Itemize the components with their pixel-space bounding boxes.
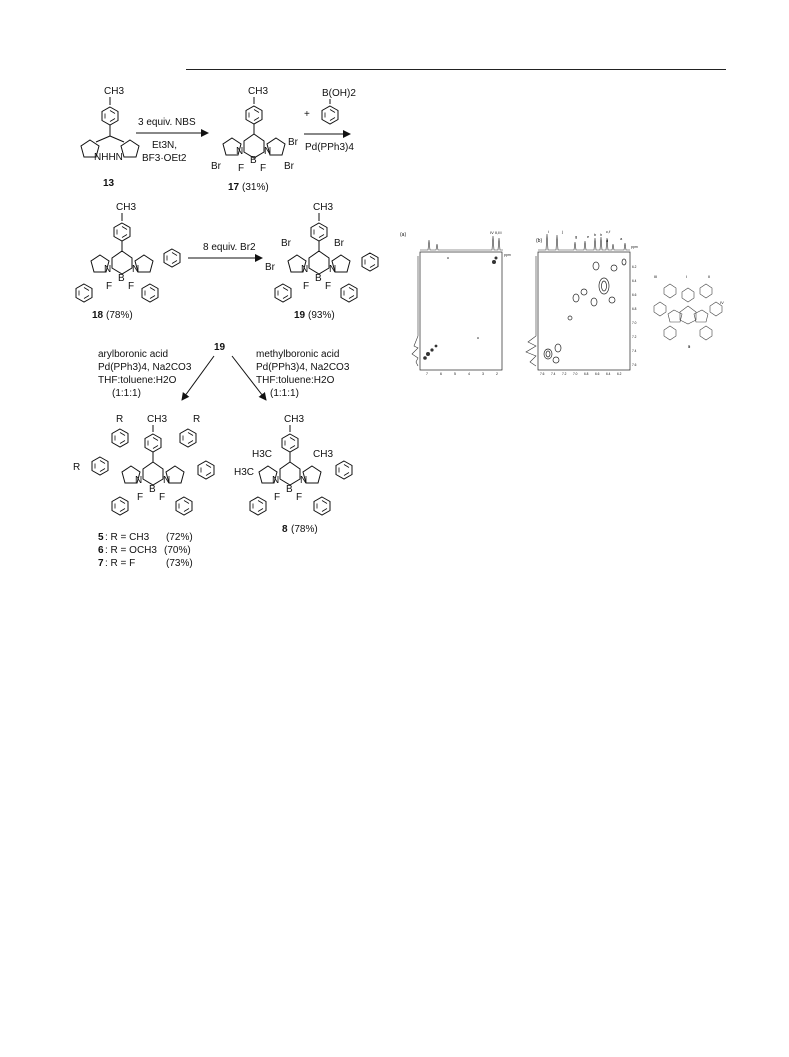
atom-label: N	[329, 264, 337, 275]
compound-8-structure	[234, 414, 352, 515]
panel-b-x-tick: 6.6	[595, 372, 600, 376]
panel-b-x-tick: 7.6	[540, 372, 545, 376]
peak-letter: d	[606, 238, 609, 243]
atom-label: R	[73, 462, 81, 473]
atom-label: F	[325, 281, 332, 292]
peak-letter: c,f	[606, 229, 611, 234]
product-7-yield: (73%)	[166, 558, 193, 569]
peak-letter: g	[575, 234, 578, 239]
atom-label: B	[250, 155, 257, 166]
atom-label: N	[132, 264, 140, 275]
panel-a-peak-labels: IV II,III	[490, 230, 502, 235]
panel-a-tick: 7	[426, 372, 428, 376]
atom-label: N	[104, 264, 112, 275]
atom-label: N	[135, 475, 143, 486]
panel-b-y-tick: 6.4	[632, 279, 637, 283]
product-6-yield: (70%)	[164, 545, 191, 556]
product-7-num: 7	[98, 558, 104, 569]
left-branch-line: arylboronic acid	[98, 349, 169, 360]
atom-label: CH3	[313, 202, 334, 213]
atom-label: Br	[211, 161, 221, 172]
atom-label: F	[296, 492, 303, 503]
nmr-panel-a	[400, 230, 511, 376]
atom-label: N	[264, 146, 272, 157]
atom-label: Br	[265, 262, 275, 273]
compound-19-branch-label: 19	[214, 342, 226, 353]
compound-8-label: 8	[282, 524, 288, 535]
compound-19-label: 19	[294, 310, 306, 321]
inset-label: I	[686, 274, 688, 279]
atom-label: Br	[284, 161, 294, 172]
product-7-text: : R = F	[105, 558, 136, 569]
compound-17-label: 17	[228, 182, 240, 193]
compound-19-structure	[265, 202, 378, 302]
atom-label: CH3	[313, 449, 334, 460]
right-branch-line: Pd(PPh3)4, Na2CO3	[256, 362, 350, 373]
inset-label: IV	[720, 300, 724, 305]
panel-b-y-tick: 6.6	[632, 293, 637, 297]
nmr-panel-b	[526, 229, 638, 376]
compound-17-yield: (31%)	[242, 182, 269, 193]
panel-a-tick: 3	[482, 372, 484, 376]
panel-b-x-tick: 7.4	[551, 372, 556, 376]
compound-13-label: 13	[103, 178, 115, 189]
peak-letter: b	[594, 232, 597, 237]
inset-label: III	[654, 274, 658, 279]
step3-reagent: 8 equiv. Br2	[203, 242, 256, 253]
atom-label: F	[106, 281, 113, 292]
product-6-text: : R = OCH3	[105, 545, 157, 556]
panel-a-tick: 2	[496, 372, 498, 376]
plus-sign: +	[304, 109, 310, 120]
compound-18-yield: (78%)	[106, 310, 133, 321]
product-5-num: 5	[98, 532, 104, 543]
panel-b-x-tick: 6.2	[617, 372, 622, 376]
atom-label: N	[272, 475, 280, 486]
compound-19-yield: (93%)	[308, 310, 335, 321]
panel-b-y-tick: 6.8	[632, 307, 637, 311]
compound-5-7-structure	[73, 414, 214, 515]
atom-label: CH3	[147, 414, 168, 425]
panel-b-x-tick: 7.0	[573, 372, 578, 376]
panel-b-tag: (b)	[536, 238, 543, 244]
step1-reagent: 3 equiv. NBS	[138, 117, 196, 128]
inset-label: II	[708, 274, 711, 279]
peak-letter: h	[600, 232, 603, 237]
peak-letter: j	[562, 229, 563, 234]
product-5-yield: (72%)	[166, 532, 193, 543]
peak-letter: a	[620, 236, 623, 241]
nmr-cosy-figure	[398, 226, 728, 376]
atom-label: N	[163, 475, 171, 486]
right-branch-line: methylboronic acid	[256, 349, 340, 360]
panel-b-axis-unit: ppm	[631, 245, 638, 249]
atom-label: R	[193, 414, 201, 425]
compound-18-structure	[76, 202, 180, 302]
left-branch-line: Pd(PPh3)4, Na2CO3	[98, 362, 192, 373]
panel-b-y-tick: 7.6	[632, 363, 637, 367]
compound-13-structure	[81, 86, 139, 163]
nmr-inset-structure	[654, 284, 722, 340]
atom-label: B	[286, 484, 293, 495]
compound-8-yield: (78%)	[291, 524, 318, 535]
atom-label: F	[159, 492, 166, 503]
atom-label: F	[260, 163, 267, 174]
atom-label: Br	[334, 238, 344, 249]
atom-label: H3C	[234, 467, 255, 478]
atom-label: N	[301, 264, 309, 275]
atom-label: F	[128, 281, 135, 292]
atom-label: CH3	[284, 414, 305, 425]
atom-label: B	[149, 484, 156, 495]
atom-label: H3C	[252, 449, 273, 460]
panel-a-tick: 5	[454, 372, 456, 376]
compound-17-structure	[211, 86, 299, 174]
compound-18-label: 18	[92, 310, 104, 321]
right-branch-line: THF:toluene:H2O	[256, 375, 335, 386]
atom-label: B	[118, 273, 125, 284]
product-5-text: : R = CH3	[105, 532, 150, 543]
panel-b-y-tick: 7.2	[632, 335, 637, 339]
step2-catalyst: Pd(PPh3)4	[305, 142, 354, 153]
product-6-num: 6	[98, 545, 104, 556]
atom-label: N	[300, 475, 308, 486]
panel-b-x-tick: 6.4	[606, 372, 611, 376]
right-branch-line: (1:1:1)	[270, 388, 299, 399]
atom-label: B	[315, 273, 322, 284]
panel-a-tick: 4	[468, 372, 470, 376]
atom-label: F	[303, 281, 310, 292]
panel-a-tag: (a)	[400, 232, 407, 238]
panel-b-y-tick: 6.2	[632, 265, 637, 269]
atom-label: F	[137, 492, 144, 503]
peak-letter: i	[548, 229, 549, 234]
peak-letter: e	[587, 234, 590, 239]
atom-label: Br	[281, 238, 291, 249]
panel-b-x-tick: 7.2	[562, 372, 567, 376]
atom-label: NHHN	[94, 152, 123, 163]
panel-a-axis-unit: ppm	[504, 253, 511, 257]
atom-label: CH3	[104, 86, 125, 97]
atom-label: Br	[288, 137, 298, 148]
panel-b-y-tick: 7.0	[632, 321, 637, 325]
inset-compound-number: 5	[688, 344, 691, 349]
left-branch-line: THF:toluene:H2O	[98, 375, 177, 386]
product-list	[98, 532, 193, 569]
atom-label: F	[274, 492, 281, 503]
panel-b-x-tick: 6.8	[584, 372, 589, 376]
atom-label: N	[236, 146, 244, 157]
step1-condition: Et3N,	[152, 140, 178, 151]
left-branch-line: (1:1:1)	[112, 388, 141, 399]
panel-a-tick: 6	[440, 372, 442, 376]
boronic-acid-label: B(OH)2	[322, 88, 356, 99]
atom-label: CH3	[248, 86, 269, 97]
panel-b-y-tick: 7.4	[632, 349, 637, 353]
atom-label: CH3	[116, 202, 137, 213]
step1-condition: BF3·OEt2	[142, 153, 187, 164]
atom-label: R	[116, 414, 124, 425]
atom-label: F	[238, 163, 245, 174]
